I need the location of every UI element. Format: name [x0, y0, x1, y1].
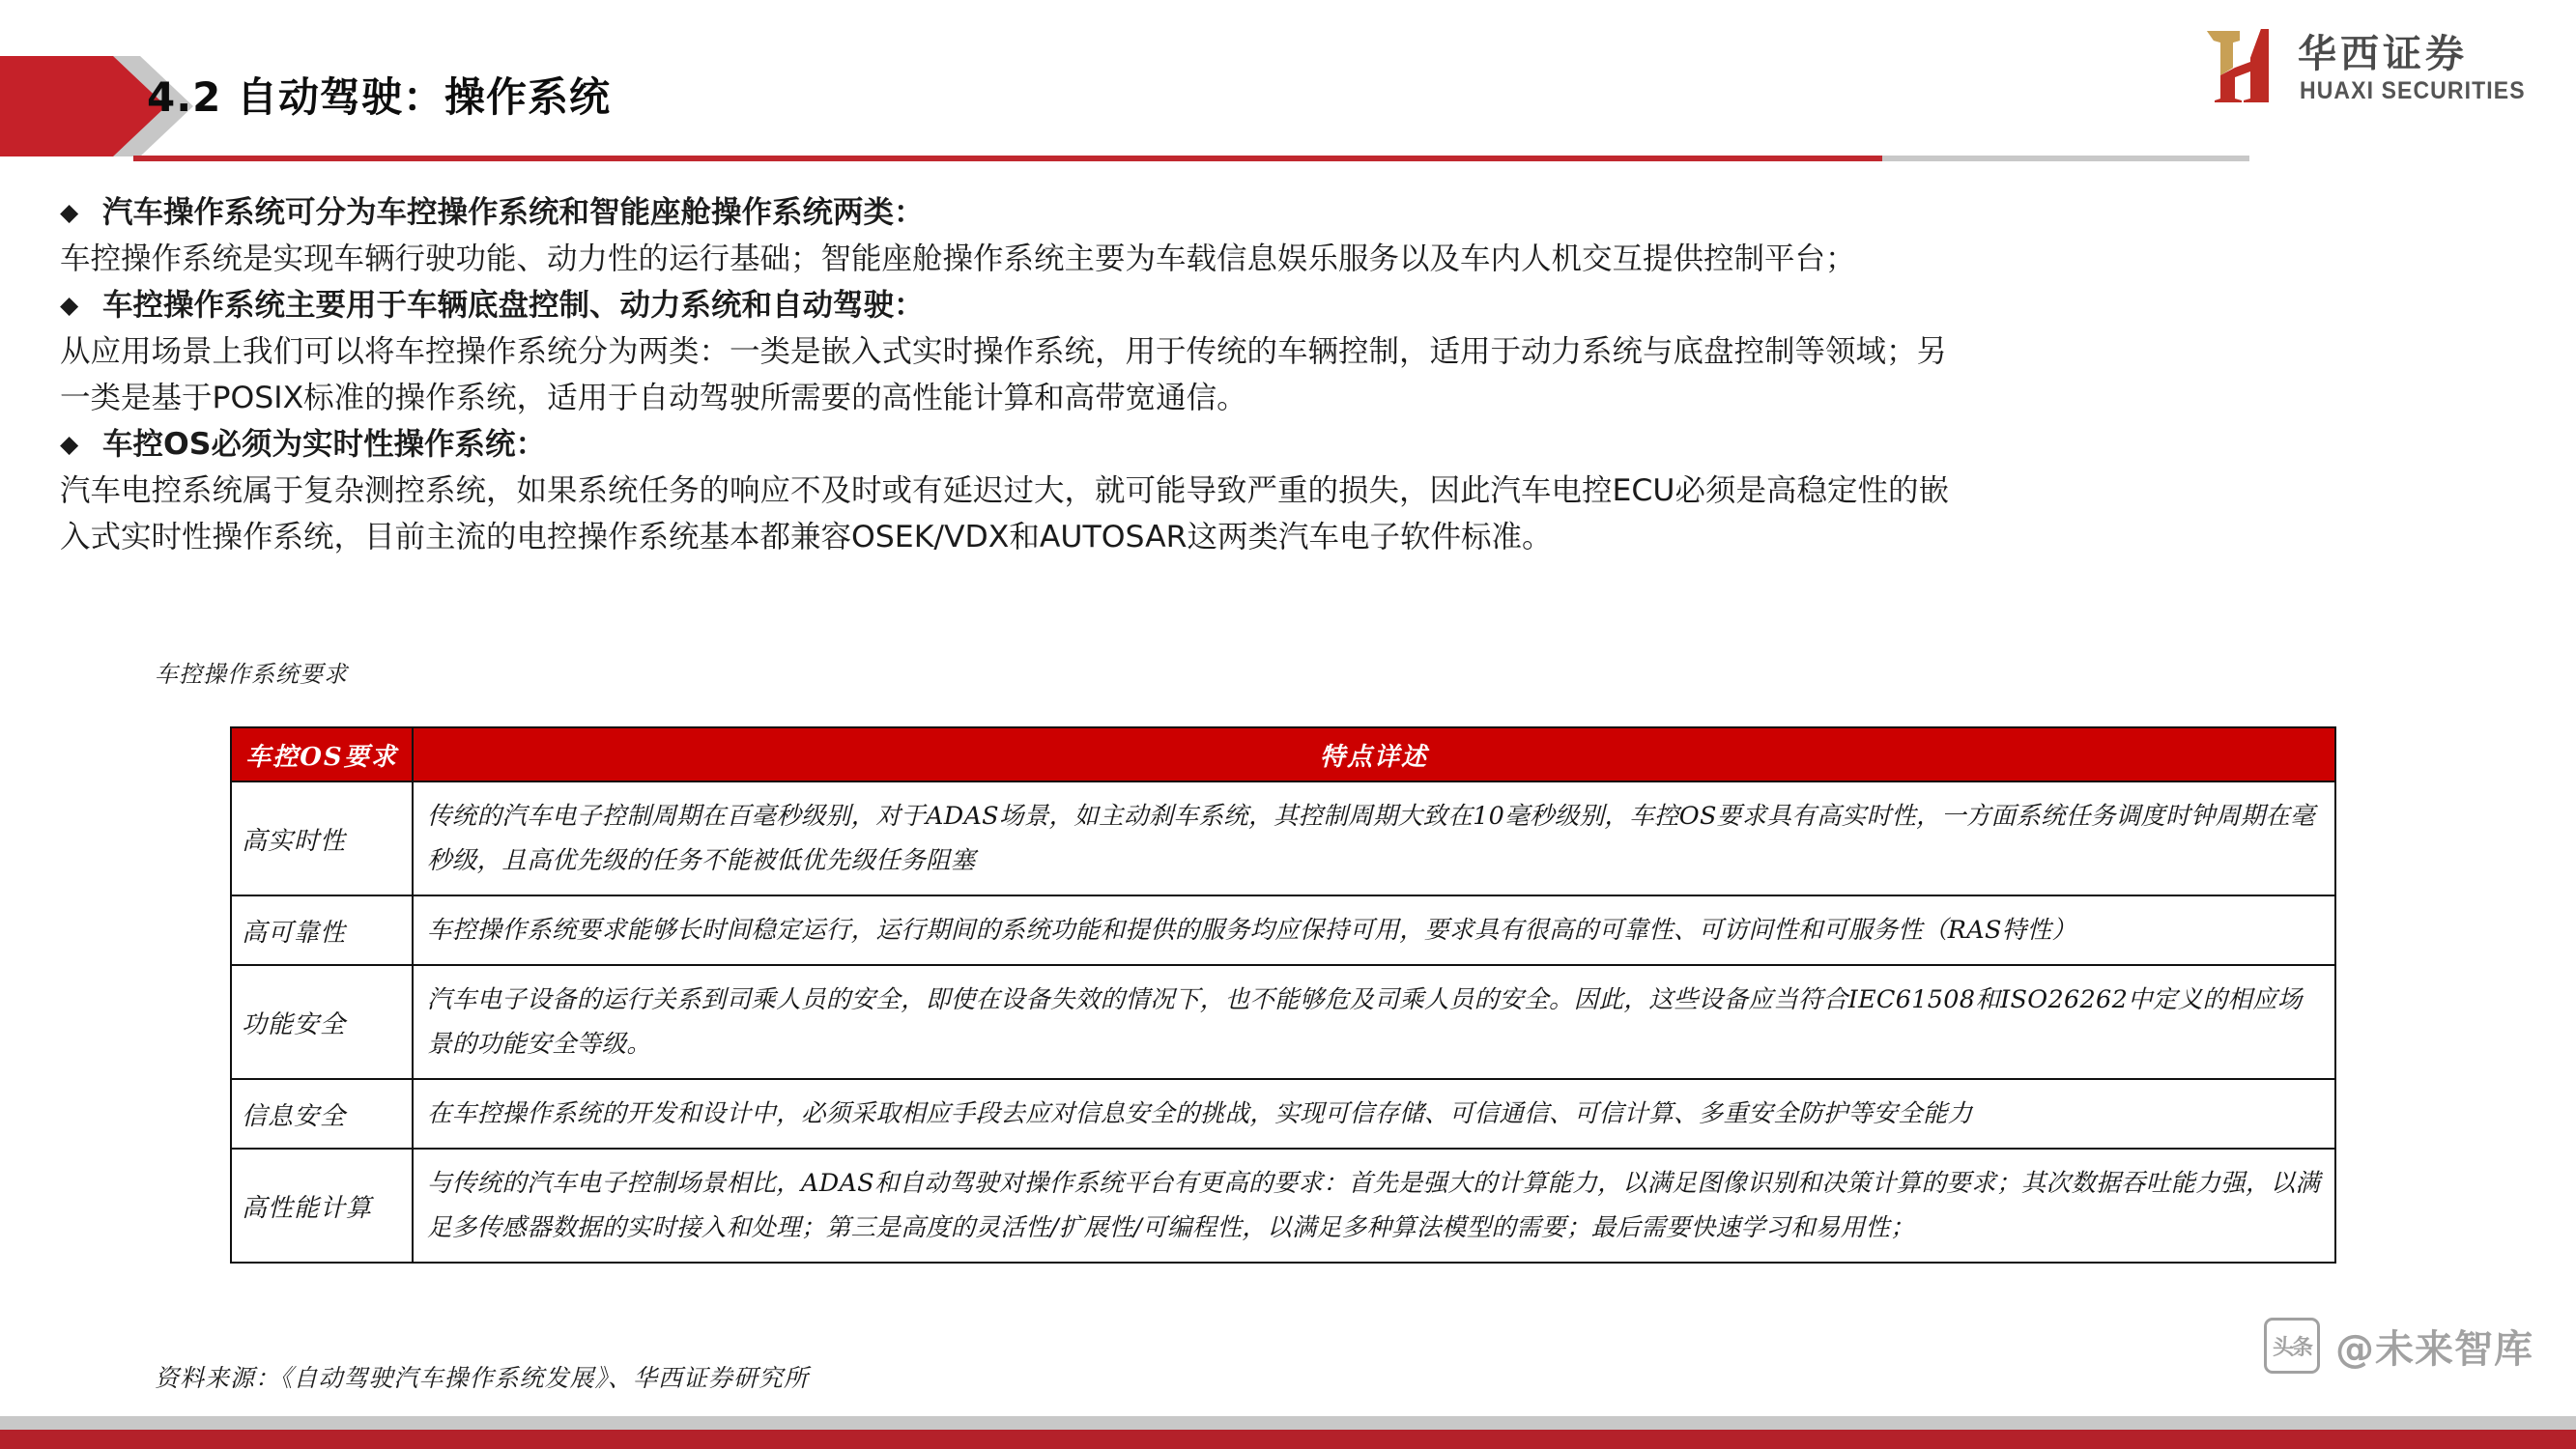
paragraph-bullet-3	[60, 421, 2533, 468]
paragraph-bullet-2	[60, 282, 2533, 328]
watermark	[2264, 1318, 2533, 1374]
column-header-description: 特点详述	[413, 727, 2335, 781]
paragraph-body-3b: 入式实时性操作系统，目前主流的电控操作系统基本都兼容OSEK/VDX和AUTOSAR这两类汽车电子软件标准。	[60, 520, 1553, 554]
diamond-bullet-icon: ◆	[60, 198, 79, 226]
cell-description: 车控操作系统要求能够长时间稳定运行，运行期间的系统功能和提供的服务均应保持可用，要求具有很高的可靠性、可访问性和可服务性（RAS特性）	[413, 895, 2335, 965]
table-row	[231, 895, 2335, 965]
cell-description: 在车控操作系统的开发和设计中，必须采取相应手段去应对信息安全的挑战，实现可信存储、可信通信、可信计算、多重安全防护等安全能力	[413, 1079, 2335, 1149]
paragraph-body-3a: 汽车电控系统属于复杂测控系统，如果系统任务的响应不及时或有延迟过大，就可能导致严重的损失，因此汽车电控ECU必须是高稳定性的嵌	[60, 473, 1949, 508]
paragraph-body-1: 车控操作系统是实现车辆行驶功能、动力性的运行基础；智能座舱操作系统主要为车载信息娱乐服务以及车内人机交互提供控制平台；	[60, 242, 1856, 276]
footer-bar-grey	[0, 1416, 2576, 1430]
cell-requirement: 功能安全	[231, 965, 413, 1079]
paragraph-text: 车控OS必须为实时性操作系统：	[102, 427, 546, 462]
body-text-block	[60, 189, 2533, 560]
cell-requirement: 高性能计算	[231, 1149, 413, 1263]
paragraph-body-2a: 从应用场景上我们可以将车控操作系统分为两类：一类是嵌入式实时操作系统，用于传统的车辆控制，适用于动力系统与底盘控制等领域；另	[60, 334, 1948, 369]
cell-requirement: 信息安全	[231, 1079, 413, 1149]
diamond-bullet-icon: ◆	[60, 430, 79, 458]
paragraph-text: 汽车操作系统可分为车控操作系统和智能座舱操作系统两类：	[102, 195, 925, 230]
table-row	[231, 965, 2335, 1079]
cell-description: 传统的汽车电子控制周期在百毫秒级别，对于ADAS场景，如主动刹车系统，其控制周期大致在10毫秒级别，车控OS要求具有高实时性，一方面系统任务调度时钟周期在毫秒级，且高优先级的任务不能被低优先级任务阻塞	[413, 781, 2335, 895]
cell-requirement: 高可靠性	[231, 895, 413, 965]
paragraph-body-2b: 一类是基于POSIX标准的操作系统，适用于自动驾驶所需要的高性能计算和高带宽通信。	[60, 381, 1247, 415]
table-row	[231, 781, 2335, 895]
column-header-requirement: 车控OS要求	[231, 727, 413, 781]
header-rule-grey	[1882, 156, 2249, 161]
page-header	[0, 0, 2576, 184]
requirements-table	[230, 726, 2336, 1264]
logo-name-cn: 华西证券	[2298, 32, 2468, 76]
watermark-text: @未来智库	[2335, 1326, 2533, 1372]
table-header-row	[231, 727, 2335, 781]
table-head	[231, 727, 2335, 781]
table-caption: 车控操作系统要求	[155, 661, 348, 688]
cell-description: 与传统的汽车电子控制场景相比，ADAS和自动驾驶对操作系统平台有更高的要求：首先是强大的计算能力，以满足图像识别和决策计算的要求；其次数据吞吐能力强，以满足多传感器数据的实时接入和处理；第三是高度的灵活性/扩展性/可编程性，以满足多种算法模型的需要；最后需要快速学习和易用性；	[413, 1149, 2335, 1263]
source-note: 资料来源：《自动驾驶汽车操作系统发展》、华西证券研究所	[155, 1364, 810, 1392]
table-row	[231, 1079, 2335, 1149]
table-row	[231, 1149, 2335, 1263]
paragraph-bullet-1	[60, 189, 2533, 236]
footer-bar-red	[0, 1430, 2576, 1449]
cell-requirement: 高实时性	[231, 781, 413, 895]
logo-name-en: HUAXI SECURITIES	[2300, 77, 2526, 104]
page-title: 4.2 自动驾驶：操作系统	[147, 73, 612, 121]
toutiao-badge-icon: 头条	[2264, 1318, 2320, 1374]
header-rule-red	[133, 156, 1882, 161]
cell-description: 汽车电子设备的运行关系到司乘人员的安全，即使在设备失效的情况下，也不能够危及司乘人员的安全。因此，这些设备应当符合IEC61508和ISO26262中定义的相应场景的功能安全等级。	[413, 965, 2335, 1079]
table-body	[231, 781, 2335, 1263]
paragraph-text: 车控操作系统主要用于车辆底盘控制、动力系统和自动驾驶：	[102, 288, 925, 323]
huaxi-logo-mark-icon	[2201, 25, 2284, 106]
diamond-bullet-icon: ◆	[60, 291, 79, 319]
brand-logo	[2201, 21, 2526, 137]
